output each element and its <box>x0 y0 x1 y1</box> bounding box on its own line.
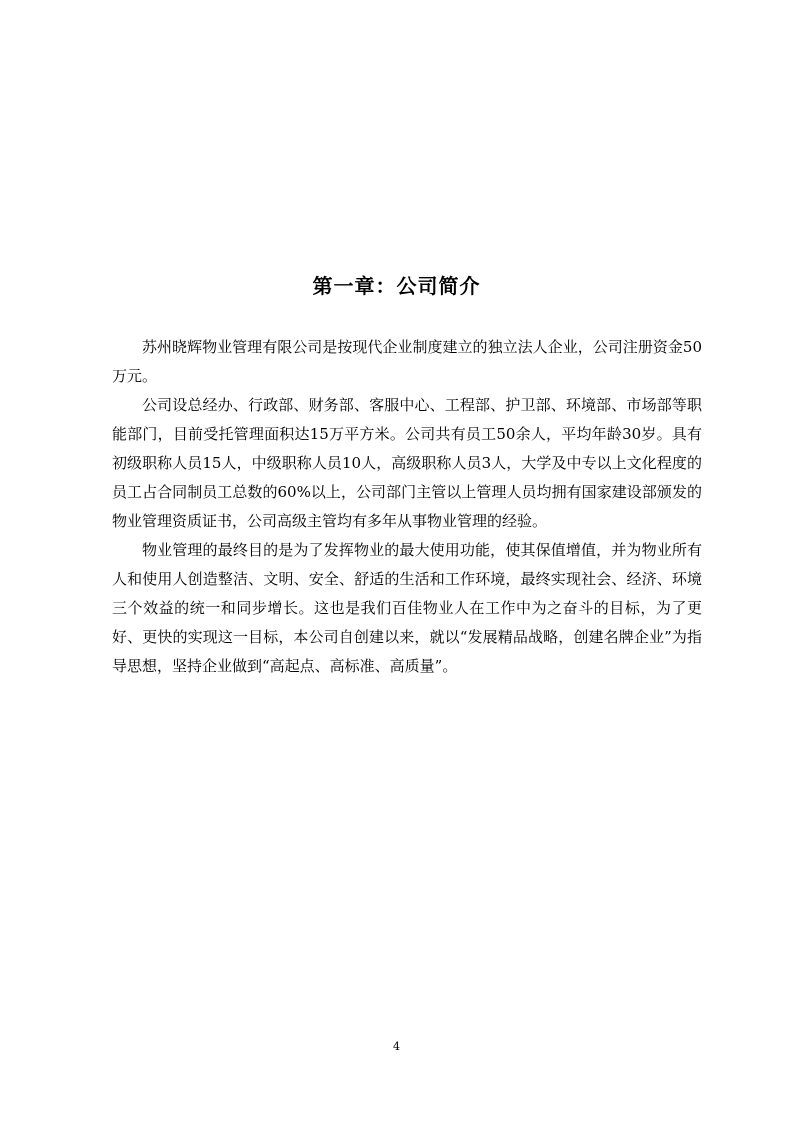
paragraph-company-intro: 苏州晓辉物业管理有限公司是按现代企业制度建立的独立法人企业，公司注册资金50万元。 <box>112 338 702 385</box>
page-number: 4 <box>393 1040 400 1053</box>
chapter-title: 第一章：公司简介 <box>312 274 481 298</box>
body-text <box>112 333 702 681</box>
paragraph-departments: 公司设总经办、行政部、财务部、客服中心、工程部、护卫部、环境部、市场部等职能部门，目前受托管理面积达15万平方米。公司共有员工50余人，平均年龄30岁。具有初级职称人员15人，中级职称人员10人，高级职称人员3人，大学及中专以上文化程度的员工占合同制员工总数的60%以上，公司部门主管以上管理人员均拥有国家建设部颁发的物业管理资质证书，公司高级主管均有多年从事物业管理的经验。 <box>112 396 702 530</box>
paragraph-management-goal: 物业管理的最终目的是为了发挥物业的最大使用功能，使其保值增值，并为物业所有人和使用人创造整洁、文明、安全、舒适的生活和工作环境，最终实现社会、经济、环境三个效益的统一和同步增长。这也是我们百佳物业人在工作中为之奋斗的目标，为了更好、更快的实现这一目标，本公司自创建以来，就以“发展精品战略，创建名牌企业”为指导思想，坚持企业做到“高起点、高标准、高质量”。 <box>112 541 702 675</box>
